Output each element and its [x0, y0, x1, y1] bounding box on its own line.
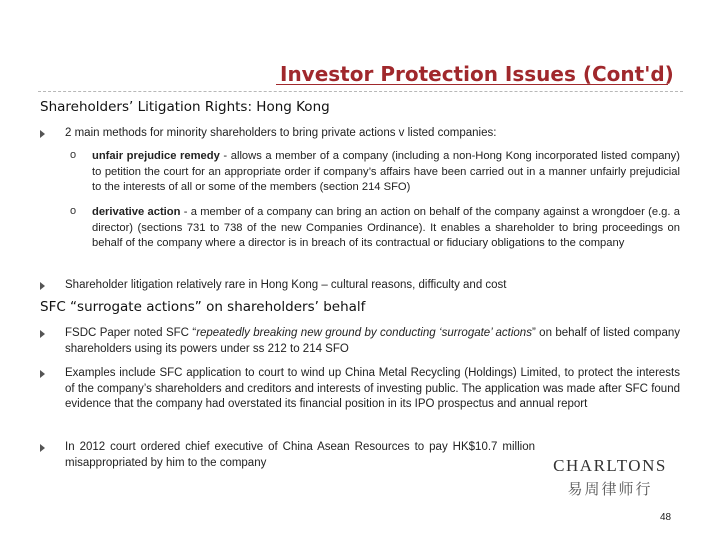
sub-item-body: - a member of a company can bring an action on behalf of the company against a wrongdoer (e.g. a director) (sections 731 to 738 of the new Companies Ordinance). It enables a shareholder to bring proceedings on behalf of the company where a director is in breach of its contractual or fiduciary obligations to the company [92, 206, 680, 249]
triangle-bullet-icon [40, 282, 45, 290]
circle-bullet-icon: o [70, 205, 77, 217]
title-underline [276, 84, 668, 85]
triangle-bullet-icon [40, 444, 45, 452]
sub-item-term: unfair prejudice remedy [92, 150, 220, 162]
page-title: Investor Protection Issues (Cont'd) [280, 62, 674, 86]
charltons-logo [540, 456, 680, 499]
sub-item-body: - allows a member of a company (including a non-Hong Kong incorporated listed company) to petition the court for an appropriate order if company’s affairs have been carried out in a manner unfairly prejudicial to the interests of all or some of the members (section 214 SFO) [92, 150, 680, 193]
triangle-bullet-icon [40, 330, 45, 338]
section-heading-hk-litigation: Shareholders’ Litigation Rights: Hong Kong [40, 99, 330, 115]
logo-english: CHARLTONS [553, 456, 667, 475]
triangle-bullet-icon [40, 130, 45, 138]
bullet-text-pre: FSDC Paper noted SFC “ [65, 327, 197, 339]
sub-item-text [92, 149, 680, 196]
bullet-text [65, 326, 680, 357]
bullet-text-quote: repeatedly breaking new ground by conducting ‘surrogate’ actions [196, 327, 532, 339]
sub-item-term: derivative action [92, 206, 181, 218]
logo-chinese: 易周律师行 [567, 480, 653, 498]
page-number: 48 [660, 512, 672, 523]
bullet-text: 2 main methods for minority shareholders to bring private actions v listed companies: [65, 127, 497, 139]
bullet-text: Shareholder litigation relatively rare in Hong Kong – cultural reasons, difficulty and cost [65, 279, 507, 291]
bullet-text: In 2012 court ordered chief executive of China Asean Resources to pay HK$10.7 million misappropriated by him to the company [65, 441, 535, 469]
circle-bullet-icon: o [70, 149, 77, 161]
bullet-text-post: ” on behalf of listed company shareholders using its powers under ss 212 to 214 SFO [65, 327, 680, 355]
sub-item-text [92, 205, 680, 252]
bullet-text: Examples include SFC application to court to wind up China Metal Recycling (Holdings) Limited, to protect the interests of the company’s shareholders and creditors and interests of investing public. The application was made after SFC found evidence that the company had overstated its financial position in its IPO prospectus and annual report [65, 367, 680, 410]
triangle-bullet-icon [40, 370, 45, 378]
header-divider [38, 91, 683, 92]
section-heading-sfc-surrogate-actions: SFC “surrogate actions” on shareholders’ behalf [40, 299, 366, 315]
